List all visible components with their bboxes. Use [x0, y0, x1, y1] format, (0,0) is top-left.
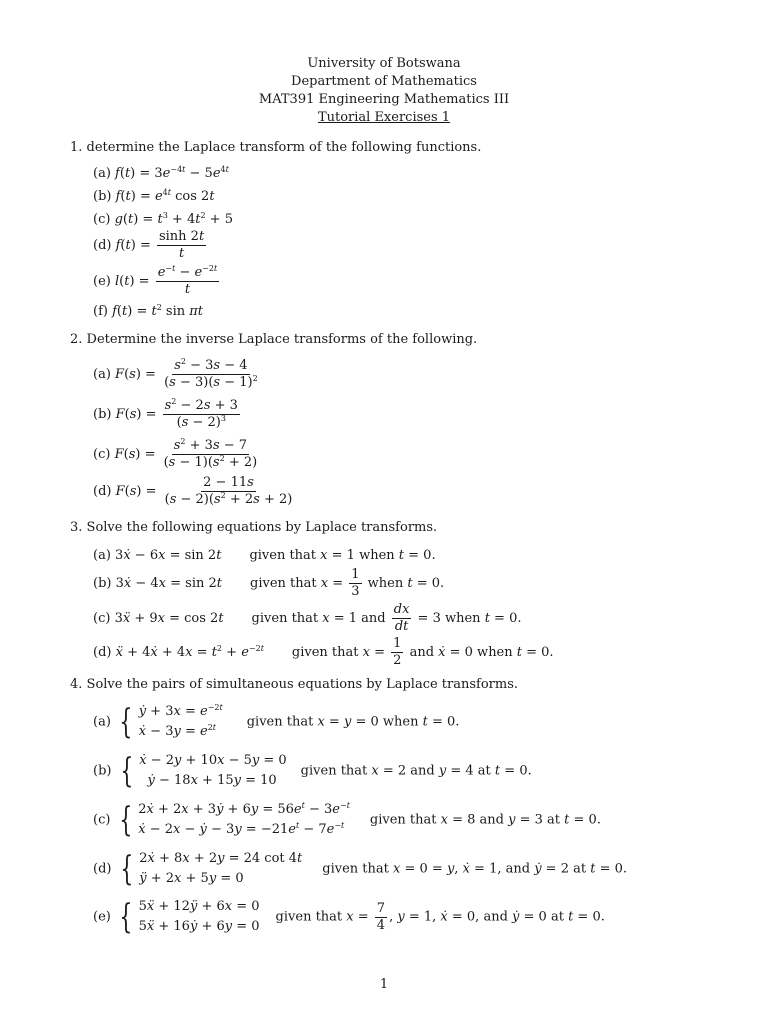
question-1-title: 1. determine the Laplace transform of the following functions. [70, 140, 482, 155]
q3-item-b: (b) 3ẋ − 4x = sin 2t given that x = $\frac{1}{3}$ when t = 0. [93, 567, 445, 599]
q1-item-f: (f) $f(t) = t^2$ sin πt [93, 303, 204, 319]
q4-item-b: (b) { ẋ − 2y + 10x − 5y = 0 ẏ − 18x + 15y = 10 given that x = 2 and y = 4 at t = 0. [93, 751, 532, 791]
q1-item-e: (e) l(t) = $\frac{e^{-t} - e^{-2t}}{t}$ [93, 264, 218, 297]
page-number: 1 [379, 977, 389, 992]
university-name: University of Botswana [307, 56, 461, 71]
q1-item-a: (a) $f(t) = 3e^{-4t} - 5e^{4t}$ [93, 165, 229, 181]
department-name: Department of Mathematics [291, 74, 477, 89]
sheet-title: Tutorial Exercises 1 [317, 110, 451, 125]
q3-item-c: (c) 3ẍ + 9x = cos 2t given that x = 1 and $\frac{dx}{dt}$ = 3 when t = 0. [93, 602, 522, 634]
q4-item-c: (c) { 2ẋ + 2x + 3ẏ + $6y = 56e^t - 3e^{-t}$ ẋ − 2x − ẏ − $3y = -21e^t - 7e^{-t}$ given that x = 8 and y = 3 at t = 0. [93, 800, 601, 840]
question-2-title: 2. Determine the inverse Laplace transforms of the following. [70, 332, 478, 347]
q4-item-a: (a) { ẏ + $3x = e^{-2t}$ ẋ − $3y = e^{2t}$ given that x = y = 0 when t = 0. [93, 702, 460, 742]
course-title: MAT391 Engineering Mathematics III [258, 92, 510, 107]
q4-item-e: (e) { 5ẍ + 12ÿ + 6x = 0 5ẍ + 16ẏ + 6y = 0 given that x = $\frac{7}{4}$ , y = 1, ẋ = 0, and ẏ = 0 at t = 0. [93, 897, 605, 937]
q4-item-d: (d) { 2ẋ + 8x + 2y = 24 cot 4t ÿ + 2x + 5y = 0 given that x = 0 = y, ẋ = 1, and ẏ = 2 at t = 0. [93, 849, 628, 889]
q1-item-c: (c) $g(t) = t^3 + 4t^2 + 5$ [93, 211, 233, 227]
q3-item-a: (a) 3ẋ − 6x = sin 2t given that x = 1 when t = 0. [93, 548, 436, 563]
q2-item-d: (d) F(s) = $\frac{2 - 11s}{(s - 2)(s^2 + 2s + 2)}$ [93, 475, 293, 507]
question-4-title: 4. Solve the pairs of simultaneous equations by Laplace transforms. [70, 677, 519, 692]
question-3-title: 3. Solve the following equations by Laplace transforms. [70, 520, 438, 535]
q1-item-b: (b) $f(t) = e^{4t}$ cos 2t [93, 188, 215, 204]
q3-item-d: (d) ẍ + 4ẋ + $4x = t^2 + e^{-2t}$ given that x = $\frac{1}{2}$ and ẋ = 0 when t = 0. [93, 636, 554, 668]
q2-item-a: (a) F(s) = $\frac{s^2 - 3s - 4}{(s - 3)(s - 1)^2}$ [93, 357, 258, 390]
q1-item-d: (d) f(t) = $\frac{\sinh 2t}{t}$ [93, 229, 205, 261]
q2-item-c: (c) F(s) = $\frac{s^2 + 3s - 7}{(s - 1)(s^2 + 2)}$ [93, 437, 258, 470]
q2-item-b: (b) F(s) = $\frac{s^2 - 2s + 3}{(s - 2)^3}$ [93, 397, 238, 430]
